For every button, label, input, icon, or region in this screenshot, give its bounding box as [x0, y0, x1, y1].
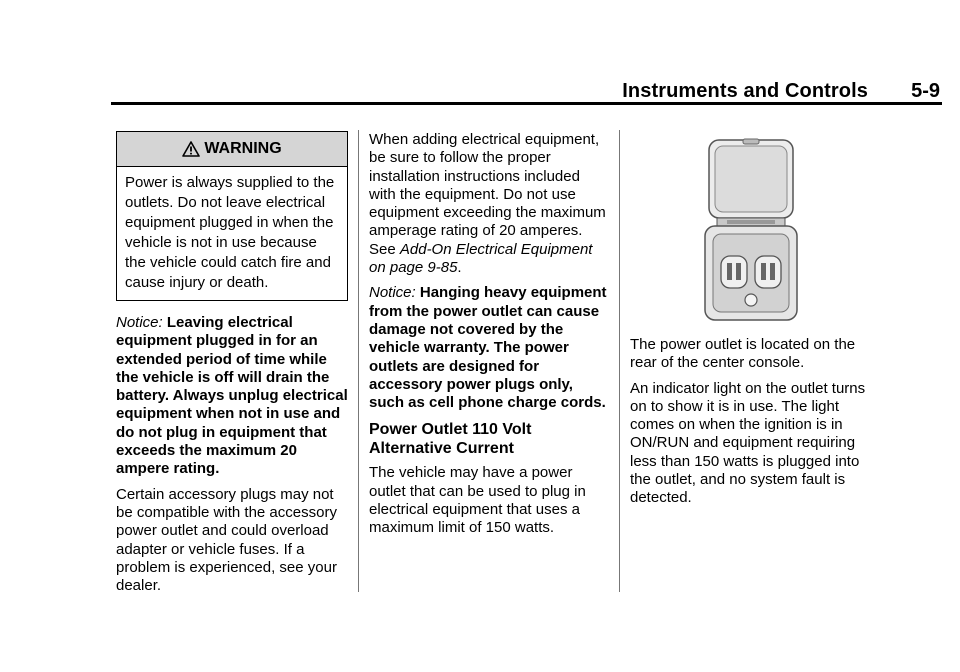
power-outlet-illustration [703, 138, 799, 324]
body-text: When adding electrical equipment, be sure to follow the proper installation instructions included with the equipment. Do not use equipment exceeding the maximum amperage rating of 20 amperes. See [369, 131, 606, 258]
column-divider [358, 130, 359, 592]
section-title: Instruments and Controls [622, 80, 868, 102]
column-2 [369, 131, 609, 545]
warning-text: Power is always supplied to the outlets. Do not leave electrical equipment plugged in when the vehicle is not in use because the vehicle could catch fire and cause injury or death. [125, 174, 335, 291]
column-3 [630, 131, 870, 515]
column-1 [116, 131, 348, 602]
body-paragraph [369, 131, 609, 277]
warning-label: WARNING [204, 139, 282, 157]
notice-label: Notice: [369, 284, 416, 302]
cross-reference-link[interactable]: Add-On Electrical Equipment on page 9-85 [369, 240, 593, 277]
notice-label: Notice: [116, 314, 163, 331]
header-rule [111, 102, 942, 105]
section-heading: Power Outlet 110 Volt Alternative Current [369, 421, 532, 458]
body-text-end: . [457, 259, 462, 277]
body-paragraph: The vehicle may have a power outlet that can be used to plug in electrical equipment that uses a maximum limit of 150 watts. [369, 464, 586, 537]
page-number: 5-9 [911, 80, 940, 102]
warning-triangle-icon [182, 140, 200, 158]
column-divider [619, 130, 620, 592]
body-paragraph: The power outlet is located on the rear of the center console. [630, 336, 856, 372]
notice-paragraph [116, 314, 348, 479]
warning-header [117, 132, 347, 167]
body-paragraph: Certain accessory plugs may not be compatible with the accessory power outlet and could overload adapter or vehicle fuses. If a problem is experienced, see your dealer. [116, 485, 337, 595]
notice-paragraph [369, 284, 609, 412]
notice-text: Hanging heavy equipment from the power outlet can cause damage not covered by the vehicle warranty. The power outlets are designed for accessory power plugs only, such as cell phone charge cords. [369, 284, 607, 412]
notice-text: Leaving electrical equipment plugged in for an extended period of time while the vehicle is off will drain the battery. Always unplug electrical equipment when not in use and do not plug in equipment that exceeds the maximum 20 ampere rating. [116, 314, 348, 478]
body-paragraph: An indicator light on the outlet turns on to show it is in use. The light comes on when the ignition is in ON/RUN and equipment requiring less than 150 watts is plugged into the outlet, and no system fault is detected. [630, 379, 866, 507]
warning-box [116, 131, 348, 301]
